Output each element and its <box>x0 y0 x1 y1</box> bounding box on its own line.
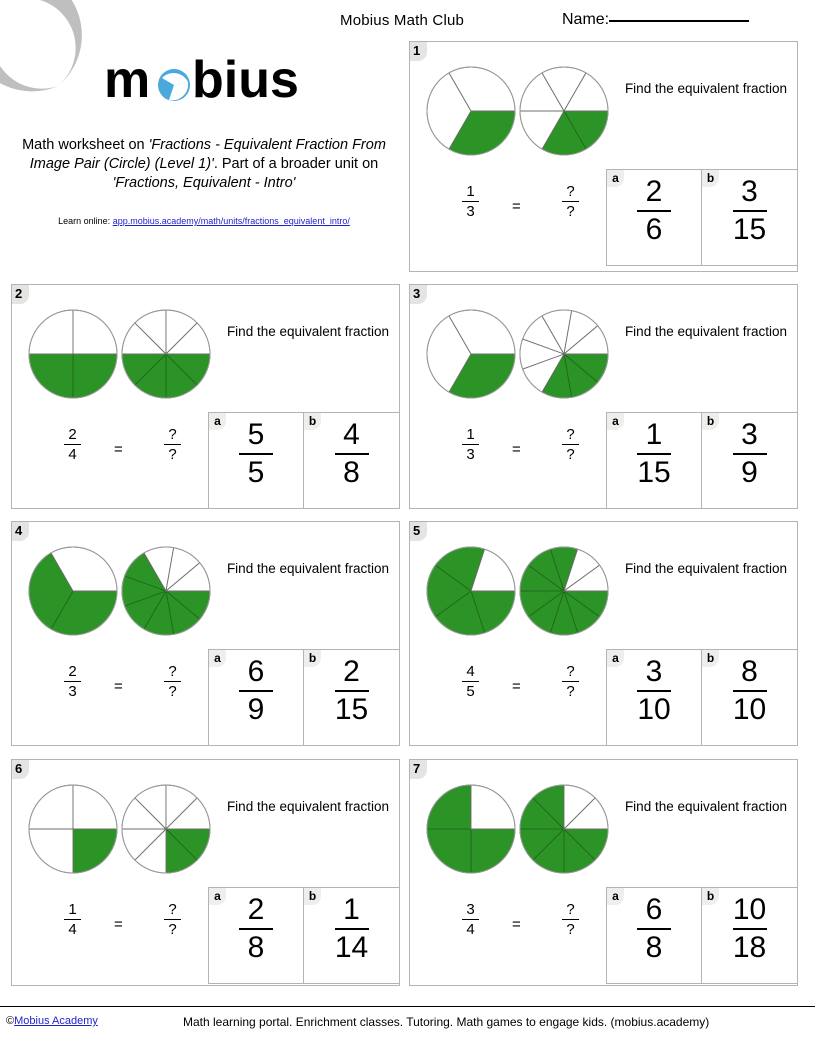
choice-label-a: a <box>607 650 624 667</box>
problem-number-badge: 5 <box>410 522 427 541</box>
fraction-circle-pair <box>22 536 222 646</box>
choice-numerator: 8 <box>741 655 758 688</box>
given-numerator: 1 <box>68 901 77 918</box>
choice-fraction-a <box>607 418 701 490</box>
fraction-bar <box>239 453 273 455</box>
problem-number-badge: 3 <box>410 285 427 304</box>
given-denominator: 4 <box>466 921 475 938</box>
problem-card <box>409 521 798 746</box>
choice-denominator: 15 <box>637 456 671 489</box>
choice-fraction-a <box>209 418 303 490</box>
fraction-circles <box>22 299 222 409</box>
problem-card <box>409 284 798 509</box>
fraction-bar <box>733 210 767 212</box>
blurb-topic: 'Fractions - Equivalent Fraction From Image Pair (Circle) (Level 1)' <box>29 137 386 172</box>
choice-numerator: 4 <box>343 418 360 451</box>
given-numerator: 3 <box>466 901 475 918</box>
choice-numerator: 6 <box>645 893 663 926</box>
fraction-circles <box>420 56 620 166</box>
fraction-circle-pair <box>22 774 222 884</box>
fraction-bar <box>335 928 369 930</box>
unknown-fraction <box>562 427 579 462</box>
svg-text:m: m <box>104 52 151 109</box>
choice-numerator: 3 <box>741 175 758 208</box>
given-denominator: 4 <box>68 921 77 938</box>
choice-numerator: 6 <box>247 655 265 688</box>
choice-fraction-b <box>702 175 797 247</box>
answer-choice-a[interactable] <box>606 887 702 984</box>
problem-card <box>11 521 400 746</box>
choice-fraction-b <box>702 655 797 727</box>
choice-label-b: b <box>304 413 321 430</box>
answer-choices <box>208 649 400 746</box>
answer-choice-a[interactable] <box>208 649 304 746</box>
choice-denominator: 8 <box>343 456 360 489</box>
answer-choice-b[interactable] <box>304 649 400 746</box>
unknown-numerator: ? <box>168 901 177 918</box>
fraction-circle-pair <box>420 56 620 166</box>
choice-fraction-b <box>702 893 797 965</box>
choice-label-b: b <box>702 170 719 187</box>
given-denominator: 3 <box>466 203 475 220</box>
fraction-bar <box>733 453 767 455</box>
choice-denominator: 15 <box>732 213 767 246</box>
choice-fraction-b <box>304 893 399 965</box>
given-fraction <box>64 664 81 699</box>
answer-choices <box>606 169 798 266</box>
fraction-bar <box>239 690 273 692</box>
fraction-bar <box>562 681 579 682</box>
unknown-fraction <box>562 184 579 219</box>
choice-denominator: 14 <box>334 931 369 964</box>
choice-label-b: b <box>304 888 321 905</box>
answer-choice-b[interactable] <box>702 412 798 509</box>
problem-number-badge: 4 <box>12 522 29 541</box>
choice-numerator: 5 <box>247 418 265 451</box>
choice-label-a: a <box>209 413 226 430</box>
svg-text:bius: bius <box>192 52 299 109</box>
mobius-academy-link[interactable]: Mobius Academy <box>14 1015 98 1027</box>
fraction-bar <box>733 690 767 692</box>
given-denominator: 4 <box>68 446 77 463</box>
given-fraction <box>462 184 479 219</box>
problem-number-badge: 2 <box>12 285 29 304</box>
choice-fraction-a <box>209 893 303 965</box>
choice-numerator: 2 <box>645 175 663 208</box>
fraction-circle-pair <box>420 299 620 409</box>
equals-sign: = <box>512 198 521 215</box>
fraction-circles <box>420 299 620 409</box>
unknown-fraction <box>562 902 579 937</box>
given-numerator: 1 <box>466 426 475 443</box>
fraction-bar <box>335 690 369 692</box>
equation-row <box>12 650 399 746</box>
footer-copyright <box>6 1015 98 1027</box>
unknown-denominator: ? <box>168 921 177 938</box>
unknown-denominator: ? <box>168 683 177 700</box>
choice-label-a: a <box>607 170 624 187</box>
given-fraction <box>462 664 479 699</box>
choice-denominator: 18 <box>732 931 767 964</box>
fraction-bar <box>637 690 671 692</box>
given-fraction <box>64 902 81 937</box>
equals-sign: = <box>512 916 521 933</box>
fraction-bar <box>637 210 671 212</box>
choice-denominator: 8 <box>645 931 663 964</box>
choice-denominator: 9 <box>247 693 265 726</box>
given-numerator: 2 <box>68 426 77 443</box>
fraction-circle-pair <box>420 774 620 884</box>
unknown-fraction <box>164 902 181 937</box>
fraction-bar <box>462 681 479 682</box>
equals-sign: = <box>114 441 123 458</box>
choice-numerator: 1 <box>343 893 360 926</box>
fraction-bar <box>733 928 767 930</box>
choice-denominator: 6 <box>645 213 663 246</box>
choice-label-b: b <box>304 650 321 667</box>
equals-sign: = <box>512 678 521 695</box>
fraction-circle-pair <box>420 536 620 646</box>
answer-choices <box>606 412 798 509</box>
fraction-bar <box>64 444 81 445</box>
answer-choices <box>606 649 798 746</box>
choice-fraction-a <box>607 655 701 727</box>
fraction-bar <box>64 919 81 920</box>
problem-prompt: Find the equivalent fraction <box>624 799 788 814</box>
given-fraction <box>462 427 479 462</box>
equals-sign: = <box>114 916 123 933</box>
fraction-bar <box>462 201 479 202</box>
unknown-numerator: ? <box>566 183 575 200</box>
given-numerator: 1 <box>466 183 475 200</box>
learn-online-link[interactable]: app.mobius.academy/math/units/fractions_equivalent_intro/ <box>112 216 350 226</box>
choice-numerator: 2 <box>247 893 265 926</box>
problem-card <box>409 41 798 272</box>
blurb-unit: 'Fractions, Equivalent - Intro' <box>112 175 296 191</box>
answer-choice-a[interactable] <box>606 169 702 266</box>
answer-choice-a[interactable] <box>606 412 702 509</box>
choice-label-a: a <box>209 650 226 667</box>
problem-number-badge: 6 <box>12 760 29 779</box>
fraction-circle-pair <box>22 299 222 409</box>
answer-choices <box>208 412 400 509</box>
fraction-bar <box>562 919 579 920</box>
choice-fraction-b <box>304 655 399 727</box>
choice-numerator: 2 <box>343 655 360 688</box>
answer-choice-a[interactable] <box>208 412 304 509</box>
answer-choice-b[interactable] <box>702 169 798 266</box>
given-numerator: 2 <box>68 663 77 680</box>
given-denominator: 3 <box>68 683 77 700</box>
problem-card <box>11 759 400 986</box>
choice-label-a: a <box>607 413 624 430</box>
given-numerator: 4 <box>466 663 475 680</box>
page-footer <box>0 1006 815 1036</box>
equation-row <box>410 650 797 746</box>
equation-row <box>12 413 399 509</box>
given-fraction <box>462 902 479 937</box>
name-label: Name: <box>562 11 610 28</box>
fraction-bar <box>562 201 579 202</box>
unknown-numerator: ? <box>566 901 575 918</box>
unknown-denominator: ? <box>566 683 575 700</box>
equals-sign: = <box>114 678 123 695</box>
unknown-fraction <box>164 664 181 699</box>
choice-fraction-a <box>607 175 701 247</box>
answer-choice-b[interactable] <box>702 649 798 746</box>
fraction-bar <box>462 919 479 920</box>
answer-choices <box>606 887 798 984</box>
fraction-bar <box>164 919 181 920</box>
fraction-bar <box>637 928 671 930</box>
problem-prompt: Find the equivalent fraction <box>624 81 788 96</box>
choice-label-a: a <box>209 888 226 905</box>
answer-choice-a[interactable] <box>208 887 304 984</box>
unknown-fraction <box>164 427 181 462</box>
choice-denominator: 10 <box>637 693 671 726</box>
problem-prompt: Find the equivalent fraction <box>624 324 788 339</box>
equation-row <box>410 413 797 509</box>
equation-row <box>410 888 797 984</box>
unknown-denominator: ? <box>566 203 575 220</box>
copyright-symbol: © <box>6 1015 15 1027</box>
club-title: Mobius Math Club <box>340 12 465 29</box>
choice-label-b: b <box>702 888 719 905</box>
fraction-bar <box>64 681 81 682</box>
fraction-bar <box>335 453 369 455</box>
choice-label-b: b <box>702 650 719 667</box>
choice-denominator: 5 <box>247 456 265 489</box>
unknown-numerator: ? <box>168 426 177 443</box>
given-denominator: 3 <box>466 446 475 463</box>
choice-numerator: 10 <box>732 893 767 926</box>
fraction-circles <box>420 774 620 884</box>
answer-choices <box>208 887 400 984</box>
choice-numerator: 3 <box>741 418 758 451</box>
unknown-denominator: ? <box>566 921 575 938</box>
footer-tagline: Math learning portal. Enrichment classes. Tutoring. Math games to engage kids. (mobius.academy) <box>183 1015 710 1029</box>
choice-label-b: b <box>702 413 719 430</box>
choice-fraction-b <box>304 418 399 490</box>
equals-sign: = <box>512 441 521 458</box>
fraction-bar <box>562 444 579 445</box>
fraction-bar <box>239 928 273 930</box>
fraction-bar <box>164 444 181 445</box>
fraction-bar <box>462 444 479 445</box>
unknown-denominator: ? <box>566 446 575 463</box>
given-fraction <box>64 427 81 462</box>
choice-denominator: 9 <box>741 456 758 489</box>
choice-fraction-a <box>209 655 303 727</box>
problem-number-badge: 1 <box>410 42 427 61</box>
fraction-circles <box>22 774 222 884</box>
choice-denominator: 8 <box>247 931 265 964</box>
choice-fraction-a <box>607 893 701 965</box>
choice-label-a: a <box>607 888 624 905</box>
learn-online-label: Learn online: <box>58 216 111 226</box>
answer-choice-b[interactable] <box>702 887 798 984</box>
choice-denominator: 10 <box>732 693 767 726</box>
problem-prompt: Find the equivalent fraction <box>226 799 390 814</box>
unknown-numerator: ? <box>168 663 177 680</box>
choice-numerator: 3 <box>645 655 663 688</box>
choice-fraction-b <box>702 418 797 490</box>
problem-prompt: Find the equivalent fraction <box>624 561 788 576</box>
problem-card <box>11 284 400 509</box>
fraction-bar <box>164 681 181 682</box>
answer-choice-b[interactable] <box>304 887 400 984</box>
blurb-pre: Math worksheet on <box>22 137 149 153</box>
given-denominator: 5 <box>466 683 475 700</box>
unknown-fraction <box>562 664 579 699</box>
problem-prompt: Find the equivalent fraction <box>226 324 390 339</box>
choice-denominator: 15 <box>334 693 369 726</box>
fraction-bar <box>637 453 671 455</box>
problem-prompt: Find the equivalent fraction <box>226 561 390 576</box>
fraction-circles <box>420 536 620 646</box>
equation-row <box>12 888 399 984</box>
unknown-numerator: ? <box>566 426 575 443</box>
equation-row <box>410 170 797 266</box>
unknown-numerator: ? <box>566 663 575 680</box>
blurb-mid: . Part of a broader unit on <box>213 156 379 172</box>
choice-numerator: 1 <box>645 418 663 451</box>
answer-choice-b[interactable] <box>304 412 400 509</box>
problem-number-badge: 7 <box>410 760 427 779</box>
unknown-denominator: ? <box>168 446 177 463</box>
fraction-circles <box>22 536 222 646</box>
answer-choice-a[interactable] <box>606 649 702 746</box>
problem-card <box>409 759 798 986</box>
